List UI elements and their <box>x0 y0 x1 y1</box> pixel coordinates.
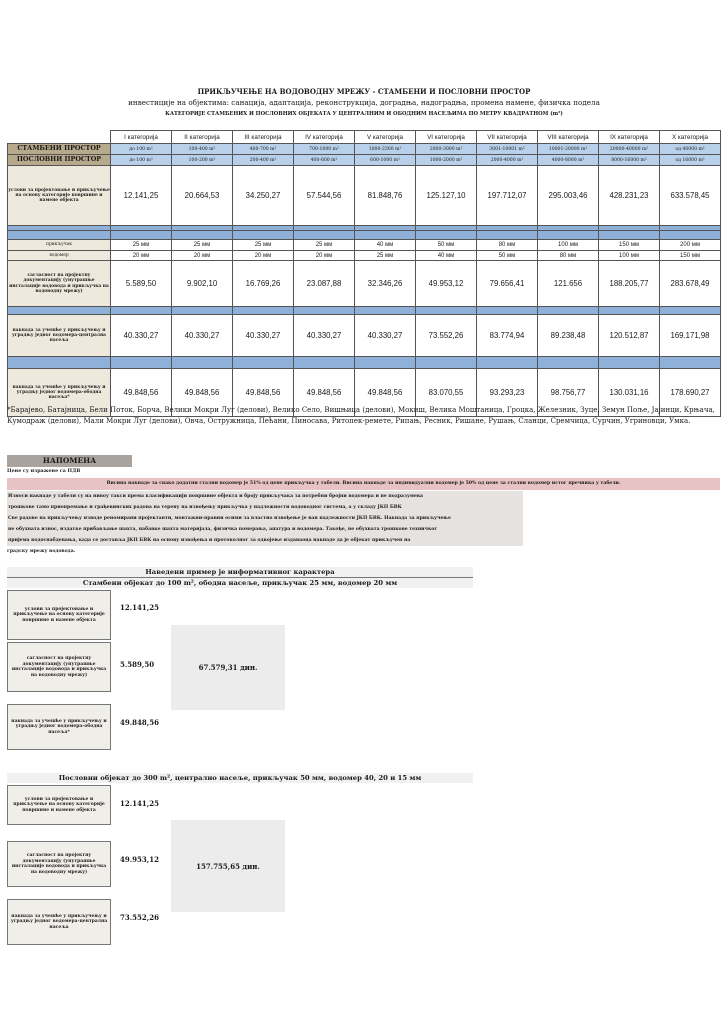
business-range: 4000-8000 m² <box>538 155 599 166</box>
conditions-value: 125.127,10 <box>416 166 477 226</box>
note-paragraph: пријема водоснабдевања, када се доставља ЈКП БВК на основу извођења и протоколног за одвојење издаваоца накнаде да је објекат прикључен на <box>7 535 523 546</box>
connection-value: 50 мм <box>416 240 477 251</box>
business-range: 600-1000 m² <box>355 155 416 166</box>
outer-value: 49.848,56 <box>355 369 416 417</box>
connection-value: 100 мм <box>538 240 599 251</box>
category-header: X категорија <box>660 131 721 144</box>
central-row <box>8 315 721 357</box>
meter-value: 50 мм <box>477 251 538 261</box>
spacer-row <box>8 307 721 315</box>
residential-range: 20000-40000 m² <box>599 144 660 155</box>
business-range: до 100 m² <box>111 155 172 166</box>
example1-conditions-label: услови за пројектовање и прикључење на основу категорије површине и намене објекта <box>7 590 111 640</box>
residential-range: 1000-2300 m² <box>355 144 416 155</box>
spacer-row <box>8 357 721 369</box>
consent-value: 16.769,26 <box>233 261 294 307</box>
central-value: 40.330,27 <box>355 315 416 357</box>
example1-consent-label: сагласност на пројектну документацију (унутрашње инсталације водовода и прикључка на водоводну мрежу) <box>7 642 111 692</box>
meter-value: 20 мм <box>172 251 233 261</box>
meter-value: 20 мм <box>294 251 355 261</box>
central-value: 40.330,27 <box>233 315 294 357</box>
outer-value: 49.848,56 <box>111 369 172 417</box>
category-header: III категорија <box>233 131 294 144</box>
outer-value: 93.293,23 <box>477 369 538 417</box>
connection-value: 80 мм <box>477 240 538 251</box>
conditions-value: 20.664,53 <box>172 166 233 226</box>
central-value: 120.512,87 <box>599 315 660 357</box>
example2-heading: Пословни објекат до 300 m², централно насеље, прикључак 50 мм, водомер 40, 20 и 15 мм <box>7 773 473 783</box>
business-range: од 16000 m² <box>660 155 721 166</box>
outer-value: 178.690,27 <box>660 369 721 417</box>
spacer-row <box>8 231 721 240</box>
connection-value: 150 мм <box>599 240 660 251</box>
page-title: ПРИКЉУЧЕЊЕ НА ВОДОВОДНУ МРЕЖУ - СТАМБЕНИ И ПОСЛОВНИ ПРОСТОР <box>197 87 531 96</box>
consent-value: 121.656 <box>538 261 599 307</box>
consent-value: 49.953,12 <box>416 261 477 307</box>
note-paragraph: градску мрежу водовода. <box>7 549 76 554</box>
conditions-value: 12.141,25 <box>111 166 172 226</box>
note-paragraph: Све радове на прикључењу изводе реномирани пројектанти, монтажни-правни осими за властио извођење је ван надлежности ЈКП БВК. Накнада за прикључење <box>7 513 523 524</box>
conditions-value: 633.578,45 <box>660 166 721 226</box>
price-table <box>7 130 721 417</box>
central-value: 40.330,27 <box>294 315 355 357</box>
example1-consent-value: 5.589,50 <box>120 660 155 669</box>
residential-range: 3001-10001 m² <box>477 144 538 155</box>
napomena-heading: НАПОМЕНА <box>7 455 132 467</box>
connection-value: 25 мм <box>294 240 355 251</box>
business-range: 100-200 m² <box>172 155 233 166</box>
residential-range: до 100 m² <box>111 144 172 155</box>
example2-central-label: накнада за учешће у прикључењу и уградњу једног водомера-централна насеља <box>7 899 111 945</box>
central-value: 169.171,98 <box>660 315 721 357</box>
meter-value: 25 мм <box>355 251 416 261</box>
consent-value: 79.656,41 <box>477 261 538 307</box>
example1-conditions-value: 12.141,25 <box>120 603 159 612</box>
outer-value: 49.848,56 <box>233 369 294 417</box>
meter-fee-note: Висина накнаде за свако додатни стални водомер је 51% од цене прикључка у табели. Висина накнаде за индивидуални водомер је 50% од цене за стални водомер истог пречника у табели. <box>7 478 720 490</box>
meter-value: 20 мм <box>111 251 172 261</box>
example2-conditions-label: услови за пројектовање и прикључење на основу категорије површине и намене објекта <box>7 785 111 825</box>
residential-label: СТАМБЕНИ ПРОСТОР <box>8 144 111 155</box>
category-header: VII категорија <box>477 131 538 144</box>
note-paragraph: Износи накнаде у табели су на нивоу такси према класификацији површине објекта и броју прикључака за потребни бројни водомера и не подразумева <box>7 491 523 502</box>
meter-row <box>8 251 721 261</box>
example2-total: 157.755,65 дин. <box>171 820 285 912</box>
consent-value: 32.346,26 <box>355 261 416 307</box>
residential-range: од 40000 m² <box>660 144 721 155</box>
meter-value: 20 мм <box>233 251 294 261</box>
business-range: 2000-4000 m² <box>477 155 538 166</box>
example2-conditions-value: 12.141,25 <box>120 799 159 808</box>
conditions-value: 295.003,46 <box>538 166 599 226</box>
example2-central-value: 73.552,26 <box>120 913 159 922</box>
central-value: 40.330,27 <box>111 315 172 357</box>
outer-label: накнада за учешће у прикључењу и уградњу једног водомера-ободна насеља* <box>8 369 111 417</box>
outer-value: 98.756,77 <box>538 369 599 417</box>
conditions-row <box>8 166 721 226</box>
connection-value: 25 мм <box>233 240 294 251</box>
business-range: 8000-16000 m² <box>599 155 660 166</box>
business-range: 200-400 m² <box>233 155 294 166</box>
residential-range: 700-1000 m² <box>294 144 355 155</box>
consent-value: 9.902,10 <box>172 261 233 307</box>
central-value: 40.330,27 <box>172 315 233 357</box>
residential-range: 100-400 m² <box>172 144 233 155</box>
note-paragraph: не обухвата износ, издатке прибављање шахта, набавке шахта материјала, физичка померања, апатура и водомера. Такође, не обухвата трошкове техничког <box>7 524 523 535</box>
meter-label: водомер <box>8 251 111 261</box>
footnote-settlements: *Барајево, Батајница, Бели Поток, Борча, Велики Мокри Луг (делови), Велико Село, Вишњица (делови), Мокиш, Велика Моштаница, Гроцка, Железник, Зуце, Земун Поље, Јајинци, Крњача, Кумодраж (делови), Мали Мокри Луг (делови), Овча, Остружница, Пећани, Пиносава, Ритопек-ремете, Рипањ, Ресник, Ришане, Рушањ, Сланци, Сремчица, Сурчин, Угриновци, Умка. <box>7 406 715 425</box>
category-header-row <box>8 131 721 144</box>
consent-value: 283.678,49 <box>660 261 721 307</box>
category-header: IV категорија <box>294 131 355 144</box>
meter-value: 80 мм <box>538 251 599 261</box>
conditions-label: услови за пројектовање и прикључење на основу категорије површине и намене објекта <box>8 166 111 226</box>
residential-row <box>8 144 721 155</box>
business-row <box>8 155 721 166</box>
example2-consent-value: 49.953,12 <box>120 855 159 864</box>
example1-outer-value: 49.848,56 <box>120 718 159 727</box>
page-subtitle-categories: КАТЕГОРИЈЕ СТАМБЕНИХ И ПОСЛОВНИХ ОБЈЕКАТА У ЦЕНТРАЛНИМ И ОБОДНИМ НАСЕЉИМА ПО МЕТРУ КВАДРАТНОМ (m²) <box>165 111 563 117</box>
conditions-value: 57.544,56 <box>294 166 355 226</box>
residential-range: 2000-3000 m² <box>416 144 477 155</box>
category-header: VIII категорија <box>538 131 599 144</box>
central-value: 89.238,48 <box>538 315 599 357</box>
example2-consent-label: сагласност на пројектну документацију (унутрашње инсталације водовода и прикључка на водоводну мрежу) <box>7 841 111 887</box>
connection-row <box>8 240 721 251</box>
outer-value: 49.848,56 <box>172 369 233 417</box>
consent-row <box>8 261 721 307</box>
connection-value: 25 мм <box>111 240 172 251</box>
business-range: 400-600 m² <box>294 155 355 166</box>
business-label: ПОСЛОВНИ ПРОСТОР <box>8 155 111 166</box>
consent-value: 188.205,77 <box>599 261 660 307</box>
example1-total: 67.579,31 дин. <box>171 625 285 710</box>
central-value: 73.552,26 <box>416 315 477 357</box>
meter-value: 40 мм <box>416 251 477 261</box>
page-subtitle: инвестиције на објектима: санација, адаптација, реконструкција, доградња, надоградња, промена намене, физичка подела <box>128 98 600 107</box>
conditions-value: 81.848,76 <box>355 166 416 226</box>
consent-value: 5.589,50 <box>111 261 172 307</box>
residential-range: 10001-20000 m² <box>538 144 599 155</box>
vat-note: Цене су изражене са ПДВ <box>7 468 81 474</box>
category-header: V категорија <box>355 131 416 144</box>
outer-value: 130.031,16 <box>599 369 660 417</box>
connection-value: 200 мм <box>660 240 721 251</box>
connection-label: прикључак <box>8 240 111 251</box>
category-header: II категорија <box>172 131 233 144</box>
meter-value: 100 мм <box>599 251 660 261</box>
central-value: 83.774,94 <box>477 315 538 357</box>
outer-value: 83.070,55 <box>416 369 477 417</box>
example1-outer-label: накнада за учешће у прикључењу и уградњу једног водомера-ободна насеља* <box>7 704 111 750</box>
conditions-value: 34.250,27 <box>233 166 294 226</box>
central-label: накнада за учешће у прикључењу и уградњу једног водомера-централна насеља <box>8 315 111 357</box>
conditions-value: 428.231,23 <box>599 166 660 226</box>
consent-label: сагласност на пројектну документацију (унутрашње инсталације водовода и прикључка на водоводну мрежу) <box>8 261 111 307</box>
residential-range: 400-700 m² <box>233 144 294 155</box>
note-paragraph: трошкове тамо приопремање и грађевинских радова на терену на извођењу прикључка у надлежности водоводног система, а у складу ЈКП БВК <box>7 502 523 513</box>
category-header: VI категорија <box>416 131 477 144</box>
outer-value: 49.848,56 <box>294 369 355 417</box>
meter-value: 150 мм <box>660 251 721 261</box>
category-header: I категорија <box>111 131 172 144</box>
consent-value: 23.087,88 <box>294 261 355 307</box>
example1-heading: Стамбени објекат до 100 m², ободна насеље, прикључак 25 мм, водомер 20 мм <box>7 578 473 588</box>
category-header: IX категорија <box>599 131 660 144</box>
conditions-value: 197.712,07 <box>477 166 538 226</box>
example-info-heading: Наведени пример је информативног карактера <box>7 567 473 578</box>
connection-value: 40 мм <box>355 240 416 251</box>
connection-value: 25 мм <box>172 240 233 251</box>
business-range: 1000-2000 m² <box>416 155 477 166</box>
